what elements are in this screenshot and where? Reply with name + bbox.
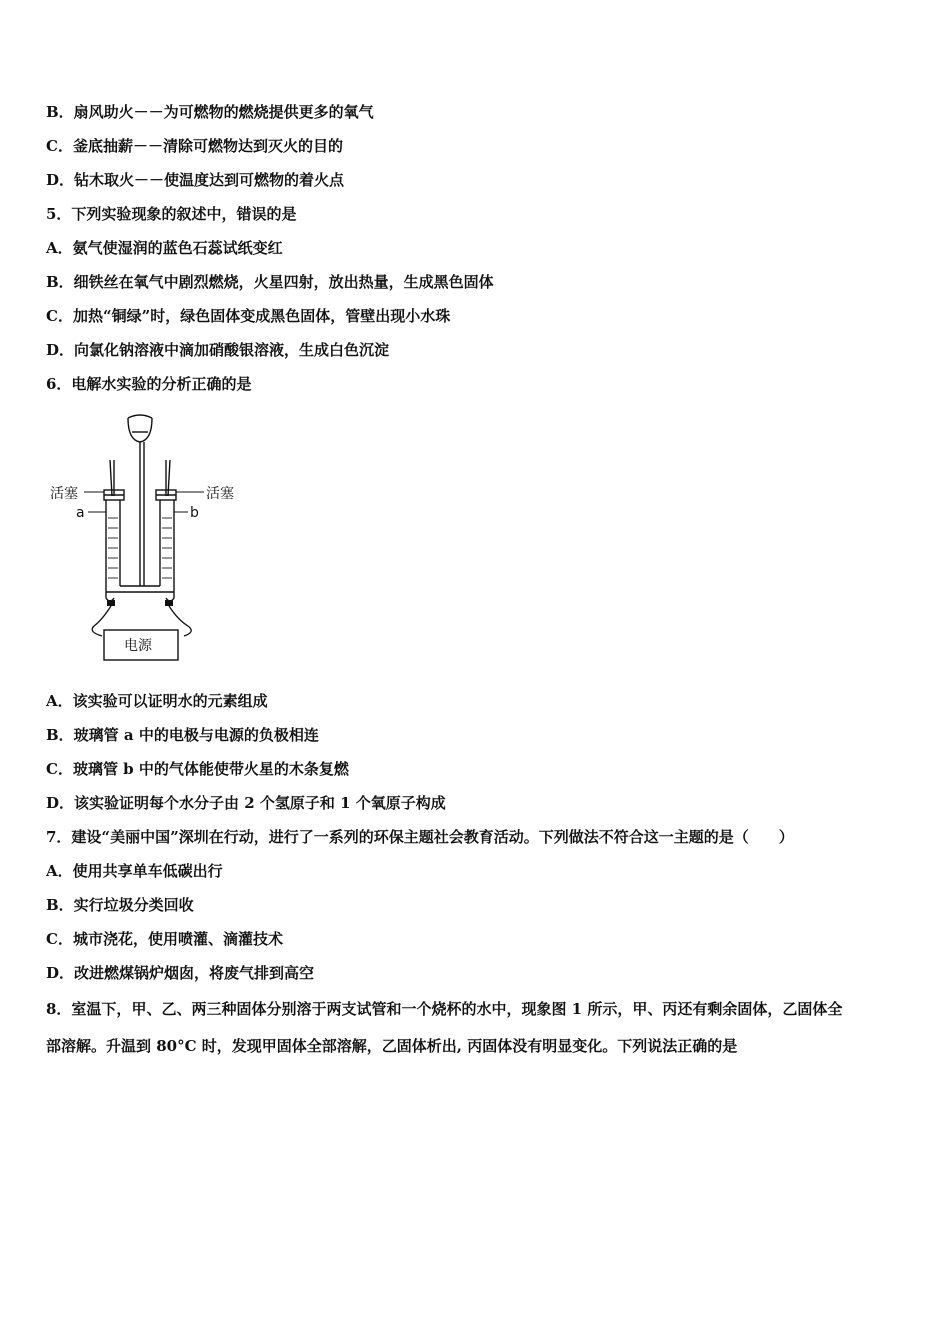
tube-b-label: b bbox=[190, 505, 199, 521]
power-supply-label: 电源 bbox=[124, 638, 152, 654]
question-6: 6．电解水实验的分析正确的是 bbox=[46, 375, 252, 393]
connecting-tube bbox=[106, 586, 174, 592]
option-b-q4: B．扇风助火－－为可燃物的燃烧提供更多的氧气 bbox=[46, 103, 374, 121]
question-7: 7．建设“美丽中国”深圳在行动，进行了一系列的环保主题社会教育活动。下列做法不符合这一主题的是（ ） bbox=[46, 828, 794, 846]
tube-a-label: a bbox=[76, 505, 85, 521]
option-d-q7: D．改进燃煤锅炉烟囱，将废气排到高空 bbox=[46, 964, 315, 982]
option-c-q5: C．加热“铜绿”时，绿色固体变成黑色固体，管壁出现小水珠 bbox=[46, 307, 451, 325]
option-a-q7: A．使用共享单车低碳出行 bbox=[46, 862, 223, 880]
stopcock-label-left: 活塞 bbox=[50, 486, 78, 502]
option-d-q4: D．钻木取火－－使温度达到可燃物的着火点 bbox=[46, 171, 345, 189]
option-c-q6: C．玻璃管 b 中的气体能使带火星的木条复燃 bbox=[46, 760, 349, 778]
option-d-q6: D．该实验证明每个水分子由 2 个氢原子和 1 个氧原子构成 bbox=[46, 794, 446, 812]
option-d-q5: D．向氯化钠溶液中滴加硝酸银溶液，生成白色沉淀 bbox=[46, 341, 390, 359]
question-5: 5．下列实验现象的叙述中，错误的是 bbox=[46, 205, 297, 223]
option-c-q4: C．釜底抽薪－－清除可燃物达到灭火的目的 bbox=[46, 137, 343, 155]
option-b-q7: B．实行垃圾分类回收 bbox=[46, 896, 194, 914]
option-b-q6: B．玻璃管 a 中的电极与电源的负极相连 bbox=[46, 726, 319, 744]
stopcock-label-right: 活塞 bbox=[206, 486, 234, 502]
option-c-q7: C．城市浇花，使用喷灌、滴灌技术 bbox=[46, 930, 283, 948]
option-a-q6: A．该实验可以证明水的元素组成 bbox=[46, 692, 268, 710]
question-8-line-2: 部溶解。升温到 80°C 时，发现甲固体全部溶解，乙固体析出, 丙固体没有明显变化。下列说法正确的是 bbox=[46, 1037, 738, 1055]
reservoir-funnel bbox=[128, 415, 152, 586]
electrodes bbox=[107, 600, 173, 606]
option-a-q5: A．氨气使湿润的蓝色石蕊试纸变红 bbox=[46, 239, 283, 257]
tube-b bbox=[156, 460, 176, 601]
question-8-line-1: 8．室温下，甲、乙、两三种固体分别溶于两支试管和一个烧杯的水中，现象图 1 所示，甲、丙还有剩余固体，乙固体全 bbox=[46, 1000, 843, 1018]
tube-a bbox=[104, 460, 124, 601]
electrolysis-apparatus-figure bbox=[44, 408, 254, 668]
option-b-q5: B．细铁丝在氧气中剧烈燃烧，火星四射，放出热量，生成黑色固体 bbox=[46, 273, 494, 291]
